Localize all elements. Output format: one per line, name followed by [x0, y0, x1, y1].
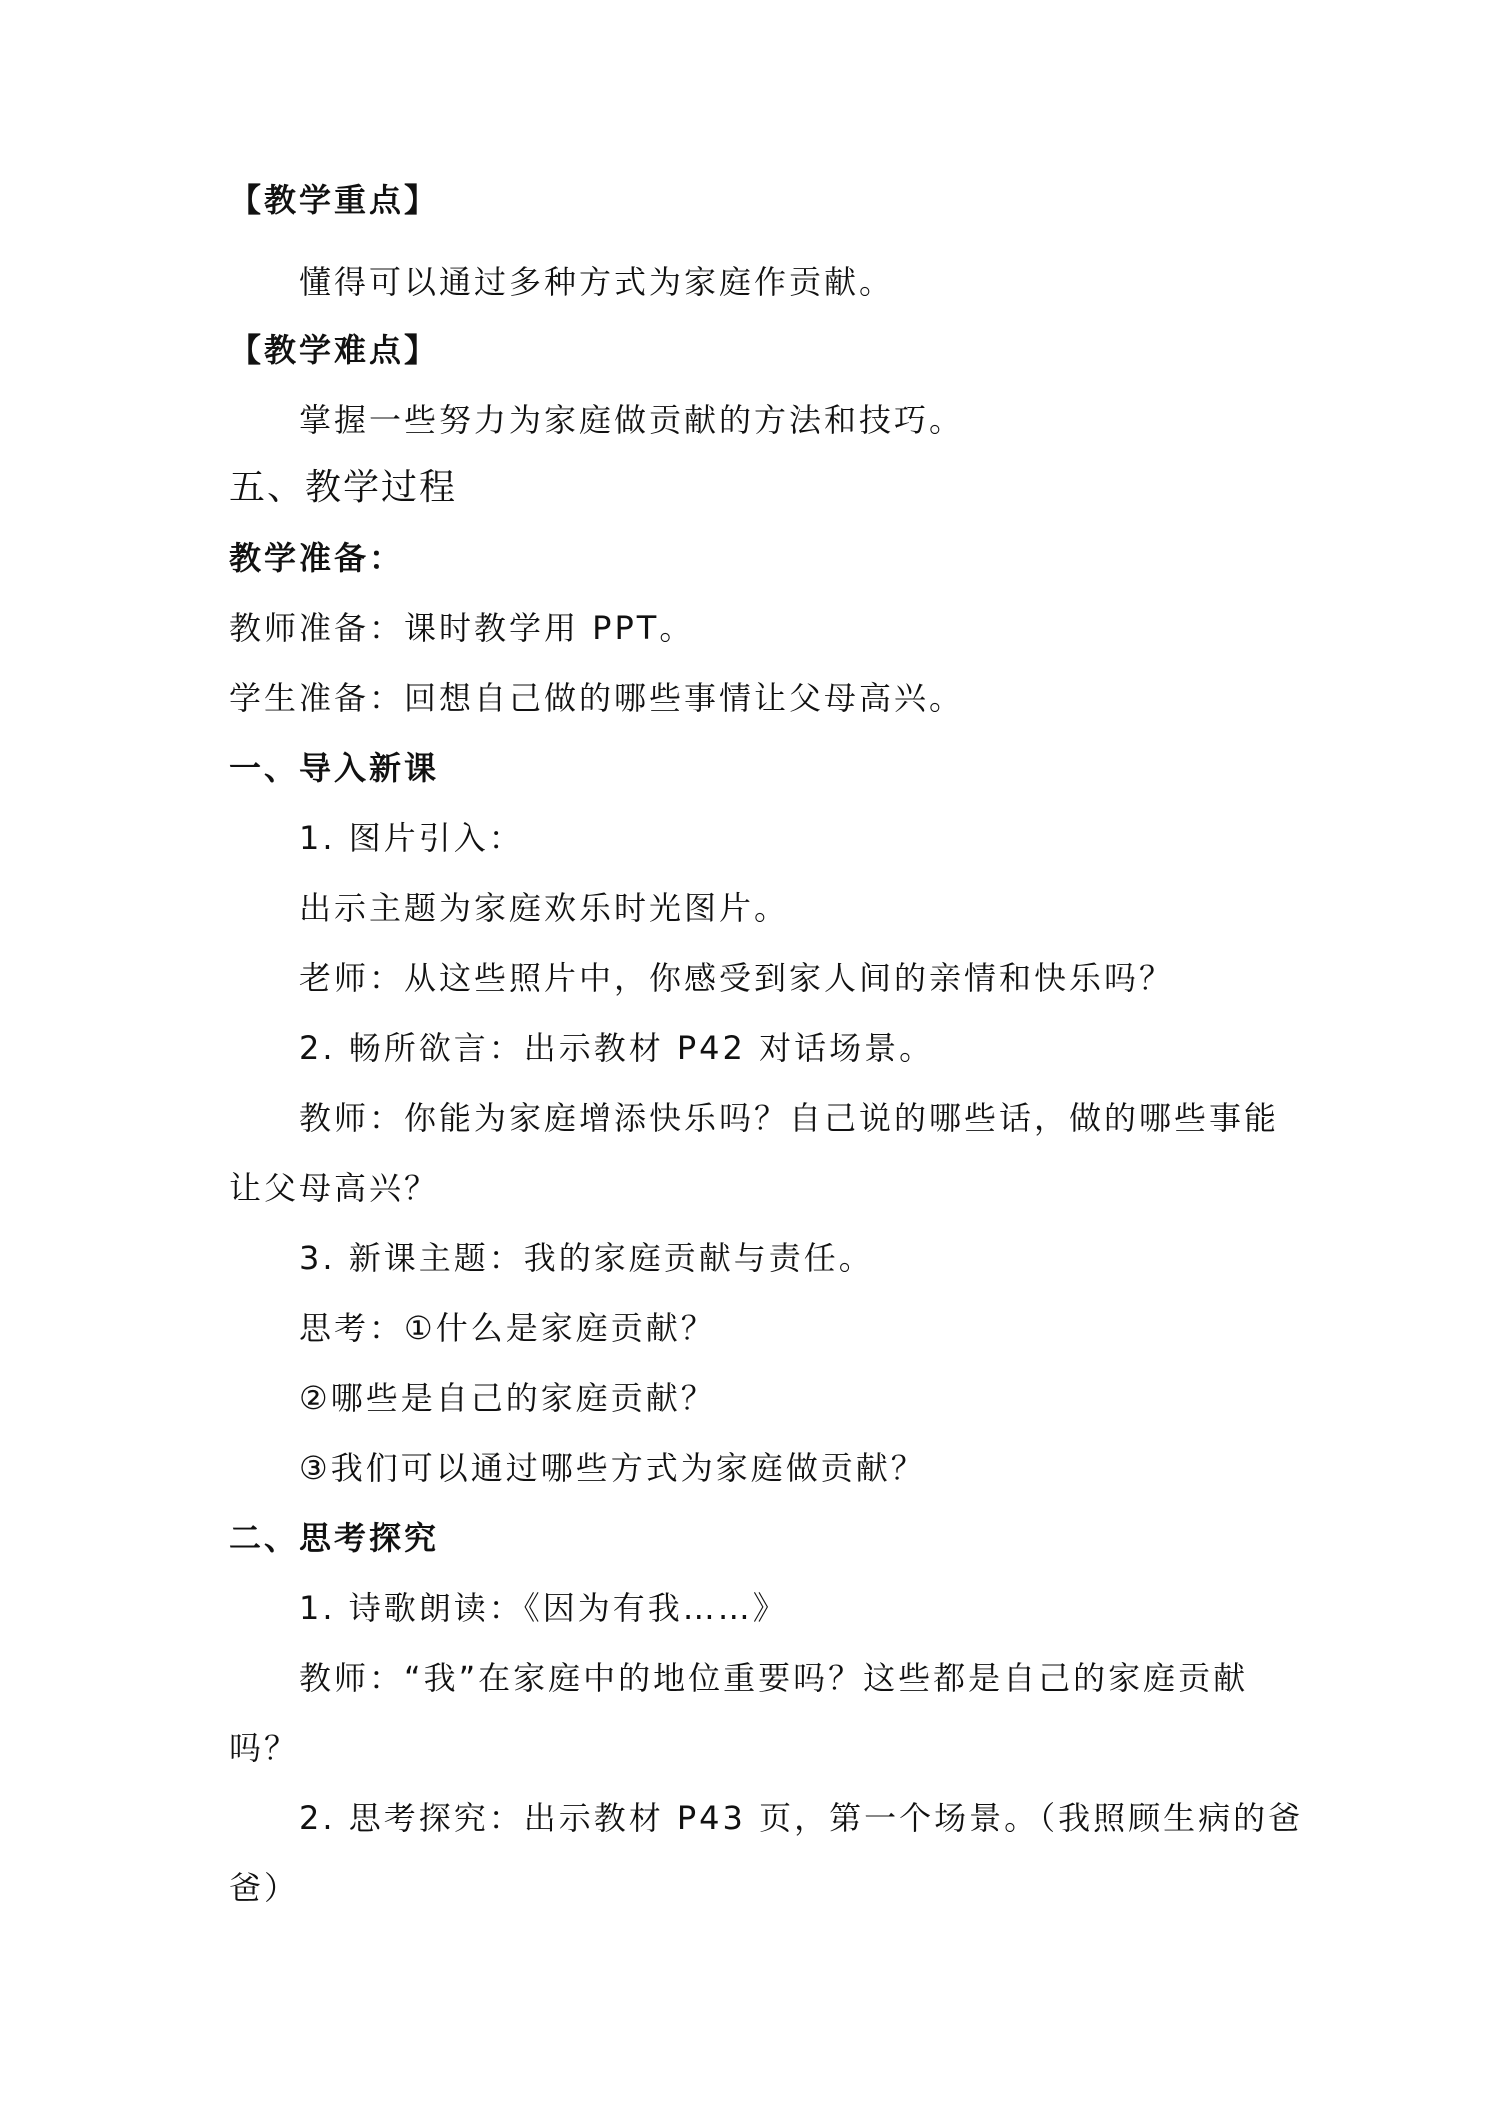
part-two-line: 2. 思考探究：出示教材 P43 页，第一个场景。（我照顾生病的爸: [299, 1799, 1304, 1837]
section-five-heading: 五、教学过程: [229, 467, 458, 508]
part-two-heading: 二、思考探究: [229, 1519, 440, 1557]
part-two-line: 吗？: [229, 1729, 300, 1767]
part-two-line: 1. 诗歌朗读：《因为有我……》: [299, 1589, 788, 1627]
student-preparation: 学生准备：回想自己做的哪些事情让父母高兴。: [229, 679, 965, 717]
part-one-line: ③我们可以通过哪些方式为家庭做贡献？: [299, 1449, 926, 1487]
part-one-line: 2. 畅所欲言：出示教材 P42 对话场景。: [299, 1029, 935, 1067]
part-one-line: 老师：从这些照片中，你感受到家人间的亲情和快乐吗？: [299, 959, 1175, 997]
part-one-line: 出示主题为家庭欢乐时光图片。: [299, 889, 790, 927]
part-one-line: 3. 新课主题：我的家庭贡献与责任。: [299, 1239, 874, 1277]
part-two-line: 教师：“我”在家庭中的地位重要吗？这些都是自己的家庭贡献: [299, 1659, 1249, 1697]
difficulties-heading: 【教学难点】: [229, 331, 440, 369]
key-points-heading: 【教学重点】: [229, 181, 440, 219]
part-one-line: ②哪些是自己的家庭贡献？: [299, 1379, 716, 1417]
difficulties-text: 掌握一些努力为家庭做贡献的方法和技巧。: [299, 401, 965, 439]
teacher-preparation: 教师准备：课时教学用 PPT。: [229, 609, 695, 647]
key-points-text: 懂得可以通过多种方式为家庭作贡献。: [299, 263, 895, 301]
part-two-line: 爸）: [229, 1869, 300, 1907]
part-one-line: 教师：你能为家庭增添快乐吗？自己说的哪些话，做的哪些事能: [299, 1099, 1280, 1137]
preparation-heading: 教学准备：: [229, 539, 405, 577]
part-one-line: 让父母高兴？: [229, 1169, 440, 1207]
part-one-heading: 一、导入新课: [229, 749, 440, 787]
part-one-line: 思考：①什么是家庭贡献？: [299, 1309, 716, 1347]
part-one-line: 1. 图片引入：: [299, 819, 524, 857]
